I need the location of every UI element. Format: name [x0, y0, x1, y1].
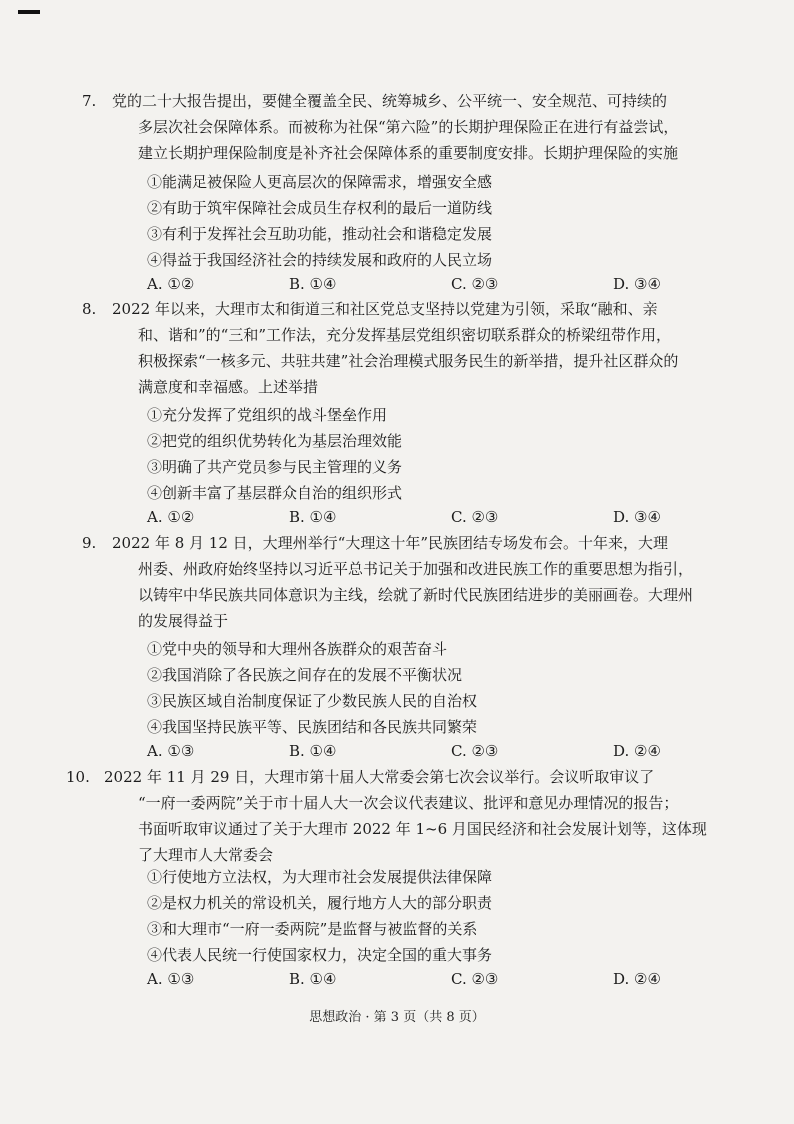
question-7-stem: 7. 党的二十大报告提出，要健全覆盖全民、统筹城乡、公平统一、安全规范、可持续的 多层次社会保障体系。而被称为社保“第六险”的长期护理保险正在进行有益尝试， 建立长期护理保险制度是补齐社会保障体系的重要制度安排。长期护理保险的实施	[110, 88, 722, 166]
question-10-option-4: ④代表人民统一行使国家权力，决定全国的重大事务	[147, 946, 493, 964]
question-10-option-2: ②是权力机关的常设机关，履行地方人大的部分职责	[147, 894, 493, 912]
question-9-stem: 9. 2022 年 8 月 12 日，大理州举行“大理这十年”民族团结专场发布会。十年来，大理 州委、州政府始终坚持以习近平总书记关于加强和改进民族工作的重要思想为指引， 以铸牢中华民族共同体意识为主线，绘就了新时代民族团结进步的美丽画卷。大理州 的发展得益于	[110, 530, 722, 634]
stem-line: 和、谐和”的“三和”工作法，充分发挥基层党组织密切联系群众的桥梁纽带作用，	[138, 326, 672, 344]
stem-line: 2022 年 11 月 29 日，大理市第十届人大常委会第七次会议举行。会议听取审议了	[104, 768, 655, 786]
choice-c: C. ②③	[451, 275, 499, 293]
question-8-option-4: ④创新丰富了基层群众自治的组织形式	[147, 484, 403, 502]
choice-a: A. ①③	[147, 742, 195, 760]
choice-b: B. ①④	[289, 275, 337, 293]
choice-b: B. ①④	[289, 508, 337, 526]
stem-line: 多层次社会保障体系。而被称为社保“第六险”的长期护理保险正在进行有益尝试，	[138, 118, 679, 136]
stem-line: 州委、州政府始终坚持以习近平总书记关于加强和改进民族工作的重要思想为指引，	[138, 560, 694, 578]
question-10-option-1: ①行使地方立法权，为大理市社会发展提供法律保障	[147, 868, 493, 886]
choice-c: C. ②③	[451, 742, 499, 760]
stem-line: 的发展得益于	[138, 612, 229, 630]
stem-line: “一府一委两院”关于市十届人大一次会议代表建议、批评和意见办理情况的报告；	[138, 794, 679, 812]
stem-line: 以铸牢中华民族共同体意识为主线，绘就了新时代民族团结进步的美丽画卷。大理州	[138, 586, 694, 604]
question-10-option-3: ③和大理市“一府一委两院”是监督与被监督的关系	[147, 920, 478, 938]
stem-line: 书面听取审议通过了关于大理市 2022 年 1~6 月国民经济和社会发展计划等，这体现	[138, 820, 707, 838]
choice-b: B. ①④	[289, 970, 337, 988]
question-10-choices	[147, 970, 707, 994]
question-7-option-1: ①能满足被保险人更高层次的保障需求，增强安全感	[147, 173, 493, 191]
question-9-option-1: ①党中央的领导和大理州各族群众的艰苦奋斗	[147, 640, 448, 658]
choice-c: C. ②③	[451, 970, 499, 988]
stem-line: 满意度和幸福感。上述举措	[138, 378, 319, 396]
question-7-option-3: ③有利于发挥社会互助功能，推动社会和谐稳定发展	[147, 225, 493, 243]
choice-d: D. ②④	[613, 742, 661, 760]
question-8-option-2: ②把党的组织优势转化为基层治理效能	[147, 432, 403, 450]
question-9-choices	[147, 742, 707, 766]
question-9-option-4: ④我国坚持民族平等、民族团结和各民族共同繁荣	[147, 718, 478, 736]
question-9-option-2: ②我国消除了各民族之间存在的发展不平衡状况	[147, 666, 463, 684]
stem-line: 2022 年 8 月 12 日，大理州举行“大理这十年”民族团结专场发布会。十年来，大理	[112, 534, 668, 552]
question-9-option-3: ③民族区域自治制度保证了少数民族人民的自治权	[147, 692, 478, 710]
page-footer: 思想政治 · 第 3 页（共 8 页）	[309, 1010, 485, 1025]
question-7-option-2: ②有助于筑牢保障社会成员生存权利的最后一道防线	[147, 199, 493, 217]
choice-a: A. ①②	[147, 275, 195, 293]
stem-line: 了大理市人大常委会	[138, 846, 274, 864]
question-8-option-1: ①充分发挥了党组织的战斗堡垒作用	[147, 406, 388, 424]
question-8-choices	[147, 508, 707, 532]
choice-d: D. ③④	[613, 508, 661, 526]
choice-d: D. ②④	[613, 970, 661, 988]
question-10-stem: 10. 2022 年 11 月 29 日，大理市第十届人大常委会第七次会议举行。会议听取审议了 “一府一委两院”关于市十届人大一次会议代表建议、批评和意见办理情况的报告； 书面听取审议通过了关于大理市 2022 年 1~6 月国民经济和社会发展计划等，这体现 了大理市人大常委会	[102, 764, 722, 868]
stem-line: 建立长期护理保险制度是补齐社会保障体系的重要制度安排。长期护理保险的实施	[138, 144, 679, 162]
scan-corner-mark	[18, 10, 40, 14]
stem-line: 党的二十大报告提出，要健全覆盖全民、统筹城乡、公平统一、安全规范、可持续的	[112, 92, 668, 110]
question-7-option-4: ④得益于我国经济社会的持续发展和政府的人民立场	[147, 251, 493, 269]
choice-d: D. ③④	[613, 275, 661, 293]
stem-line: 2022 年以来，大理市太和街道三和社区党总支坚持以党建为引领，采取“融和、亲	[112, 300, 658, 318]
choice-c: C. ②③	[451, 508, 499, 526]
question-8-option-3: ③明确了共产党员参与民主管理的义务	[147, 458, 403, 476]
question-8-stem: 8. 2022 年以来，大理市太和街道三和社区党总支坚持以党建为引领，采取“融和、亲 和、谐和”的“三和”工作法，充分发挥基层党组织密切联系群众的桥梁纽带作用， 积极探索“一核多元、共驻共建”社会治理模式服务民生的新举措，提升社区群众的 满意度和幸福感。上述举措	[110, 296, 722, 400]
stem-line: 积极探索“一核多元、共驻共建”社会治理模式服务民生的新举措，提升社区群众的	[138, 352, 679, 370]
choice-b: B. ①④	[289, 742, 337, 760]
choice-a: A. ①③	[147, 970, 195, 988]
choice-a: A. ①②	[147, 508, 195, 526]
